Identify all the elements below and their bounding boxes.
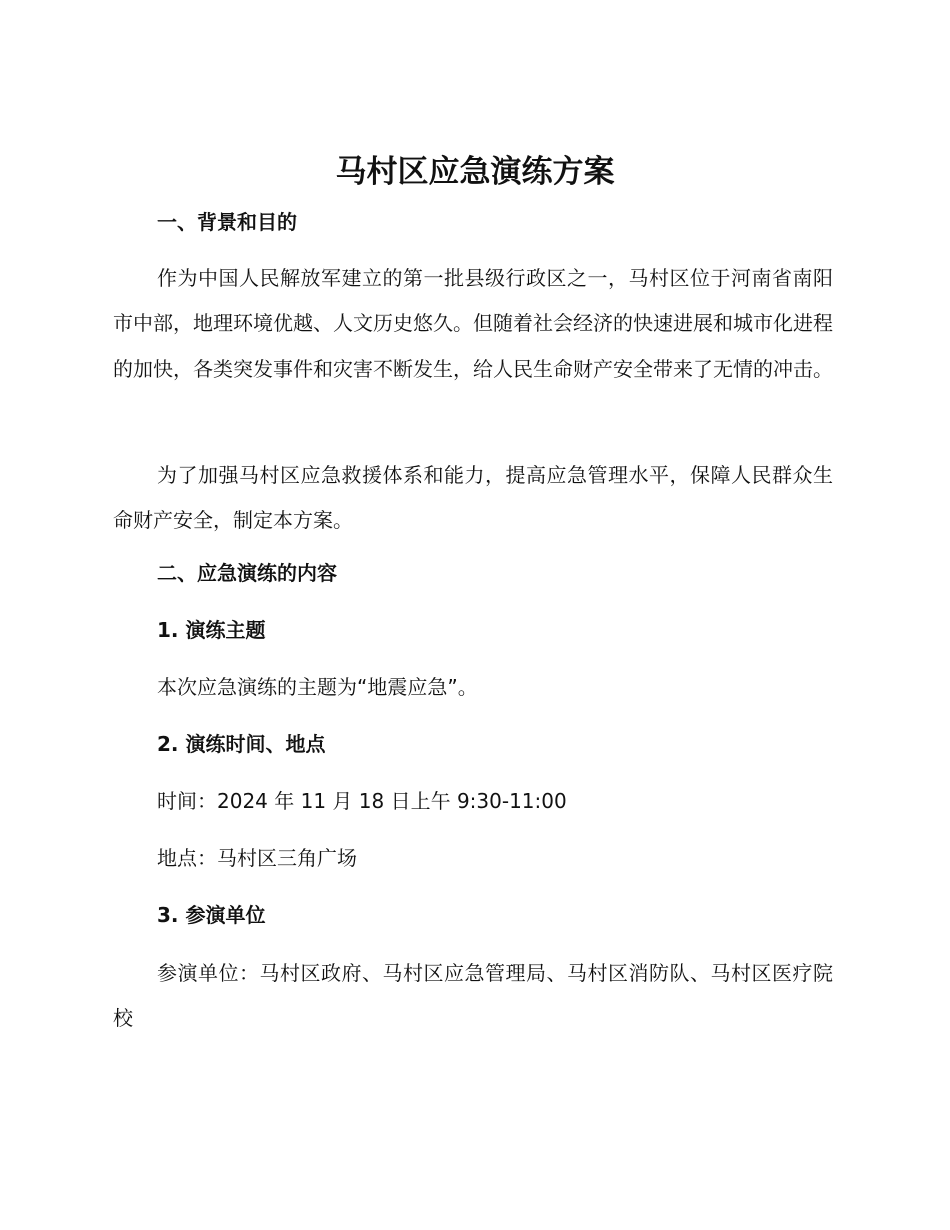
subheading-theme: 1. 演练主题 [157, 618, 266, 642]
section-heading-background: 一、背景和目的 [157, 210, 297, 234]
time-text: 时间：2024 年 11 月 18 日上午 9:30-11:00 [157, 789, 567, 813]
theme-text: 本次应急演练的主题为“地震应急”。 [157, 675, 478, 699]
document-title: 马村区应急演练方案 [335, 154, 615, 190]
subheading-time-place: 2. 演练时间、地点 [157, 732, 326, 756]
subheading-participants: 3. 参演单位 [157, 903, 266, 927]
place-text: 地点：马村区三角广场 [157, 846, 357, 870]
paragraph-background: 作为中国人民解放军建立的第一批县级行政区之一，马村区位于河南省南阳市中部，地理环境优越、人文历史悠久。但随着社会经济的快速进展和城市化进程的加快，各类突发事件和灾害不断发生，给人民生命财产安全带来了无情的冲击。 [113, 266, 833, 381]
participants-text: 参演单位：马村区政府、马村区应急管理局、马村区消防队、马村区医疗院校 [113, 961, 833, 1031]
section-heading-content: 二、应急演练的内容 [157, 561, 337, 585]
paragraph-purpose: 为了加强马村区应急救援体系和能力，提高应急管理水平，保障人民群众生命财产安全，制定本方案。 [113, 463, 833, 533]
